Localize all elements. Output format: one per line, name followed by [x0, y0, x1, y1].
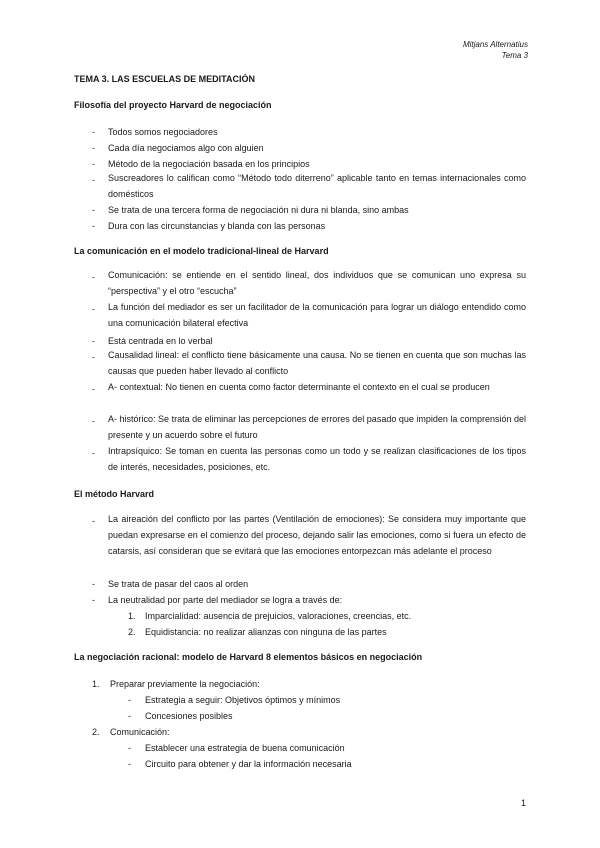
bullet-dash: -: [92, 304, 95, 314]
bullet-dash: -: [92, 159, 95, 169]
list-item: Comunicación: se entiende en el sentido lineal, dos individuos que se comunican uno expresa su “perspectiva” y el otro “escucha”: [108, 270, 526, 296]
header-topic: Tema 3: [501, 51, 528, 60]
list-item: Intrapsíquico: Se toman en cuenta las personas como un todo y se realizan clasificaciones de los tipos de interés, necesidades, posiciones, etc.: [108, 446, 526, 472]
bullet-dash: -: [128, 695, 131, 705]
group-number: 1.: [92, 679, 100, 689]
list-item: Todos somos negociadores: [108, 127, 218, 137]
sub-item: Imparcialidad: ausencia de prejuicios, valoraciones, creencias, etc.: [145, 611, 412, 621]
list-item: La aireación del conflicto por las partes (Ventilación de emociones): Se considera muy importante que puedan expresarse en el comienzo del proceso, dejando salir las emociones, como si fuera un efecto de catarsis, así consideran que se evitará que las emociones entorpezcan más adelante el proceso: [108, 514, 526, 556]
bullet-dash: -: [92, 352, 95, 362]
bullet-dash: -: [92, 272, 95, 282]
list-item: La función del mediador es ser un facilitador de la comunicación para lograr un diálogo entendido como una comunicación bilateral efectiva: [108, 302, 526, 328]
bullet-dash: -: [92, 175, 95, 185]
page-title: TEMA 3. LAS ESCUELAS DE MEDITACIÓN: [74, 74, 256, 84]
bullet-dash: -: [92, 416, 95, 426]
sub-item-number: 1.: [128, 611, 136, 621]
list-item: Circuito para obtener y dar la información necesaria: [145, 759, 352, 769]
section-heading: La negociación racional: modelo de Harvard 8 elementos básicos en negociación: [74, 652, 423, 662]
list-item: Estrategia a seguir: Objetivos óptimos y mínimos: [145, 695, 341, 705]
bullet-dash: -: [92, 516, 95, 526]
bullet-dash: -: [92, 143, 95, 153]
list-item: Establecer una estrategia de buena comunicación: [145, 743, 345, 753]
list-item: Cada día negociamos algo con alguien: [108, 143, 264, 153]
group-label: Preparar previamente la negociación:: [110, 679, 260, 689]
bullet-dash: -: [92, 448, 95, 458]
list-item: Se trata de pasar del caos al orden: [108, 579, 249, 589]
list-item: A- contextual: No tienen en cuenta como factor determinante el contexto en el cual se producen: [108, 382, 490, 392]
group-label: Comunicación:: [110, 727, 170, 737]
bullet-dash: -: [92, 384, 95, 394]
bullet-dash: -: [128, 743, 131, 753]
list-item: Dura con las circunstancias y blanda con las personas: [108, 221, 326, 231]
bullet-dash: -: [128, 711, 131, 721]
list-item: Suscreadores lo califican como “Método todo diterreno” aplicable tanto en temas internacionales como domésticos: [108, 173, 526, 199]
section-heading: La comunicación en el modelo tradicional-lineal de Harvard: [74, 246, 329, 256]
list-item: A- histórico: Se trata de eliminar las percepciones de errores del pasado que impiden la comprensión del presente y un acuerdo sobre el futuro: [108, 414, 526, 440]
bullet-dash: -: [92, 595, 95, 605]
bullet-dash: -: [92, 336, 95, 346]
page-number: 1: [520, 798, 526, 808]
list-item: La neutralidad por parte del mediador se logra a través de:: [108, 595, 343, 605]
bullet-dash: -: [92, 579, 95, 589]
list-item: Se trata de una tercera forma de negociación ni dura ni blanda, sino ambas: [108, 205, 409, 215]
bullet-dash: -: [92, 221, 95, 231]
bullet-dash: -: [92, 127, 95, 137]
sub-item: Equidistancia: no realizar alianzas con ninguna de las partes: [145, 627, 387, 637]
list-item: Causalidad lineal: el conflicto tiene básicamente una causa. No se tienen en cuenta que son muchas las causas que pueden haber llevado al conflicto: [108, 350, 526, 376]
bullet-dash: -: [92, 205, 95, 215]
section-heading: Filosofía del proyecto Harvard de negociación: [74, 100, 272, 110]
list-item: Método de la negociación basada en los principios: [108, 159, 310, 169]
bullet-dash: -: [128, 759, 131, 769]
list-item: Está centrada en lo verbal: [108, 336, 213, 346]
section-heading: El método Harvard: [74, 489, 155, 499]
sub-item-number: 2.: [128, 627, 136, 637]
list-item: Concesiones posibles: [145, 711, 233, 721]
header-author: Mitjans Alternatius: [462, 40, 528, 49]
group-number: 2.: [92, 727, 100, 737]
